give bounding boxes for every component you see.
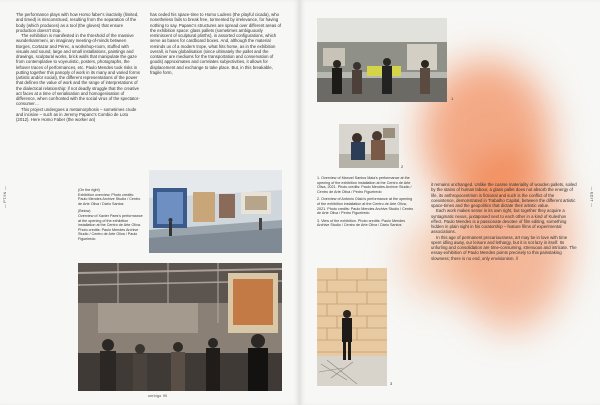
right-column-body — [431, 182, 577, 261]
folio: umbigo 90 — [148, 394, 168, 398]
paragraph: The performance plays with how Homo faber's inactivity (limited, and timed) is misconstrued, resulting from the separation of the body (which produces) as a tool (the gloves) that ensure production doesn't stop. — [16, 12, 139, 33]
caption-exhibition-overview — [78, 188, 144, 245]
paragraph: The exhibition is manifested in the threshold of the massive wunderkammeni, an imaginary meeting-of-minds between Borges, Cortazar and Pérec, a workshop-room, stuffed with visuals and sound, large and small installations, paintings and drawings, sculptural works, brick walls that manipulate the gaze from contemplative to voyeuristic, posters, photographs, the leftover traces of performances, etc. Paulo Mendes took risks in putting together this panoply of work in its many and varied forms (artistic and/or social), the different representations of the power that defines the value of work and the range of interpretations of the dialectical relationship: if not deadly struggle that the creative act faces at a time of serialisation and homogenisation of difference, when confronted with the social virus of the spectator-consumer… — [16, 33, 140, 107]
paragraph: In this age of permanent precariousness, art may be in love with time spent idling away, our leisure and lethargy, but it is not lazy in itself. Its unfurling and consolidation are time-consuming, strenuous and intricate. The essay-exhibition of Paulo Mendes points precisely to this painstaking slowness; there is no end, only envisionism. // — [431, 234, 577, 261]
photo-exhibition-overview — [149, 170, 282, 253]
caption-label: (Below) — [78, 209, 91, 214]
photo-2-olaio-performance — [339, 124, 399, 168]
caption-label: (On the right) — [78, 188, 100, 192]
right-page — [301, 0, 600, 405]
paragraph: has ceded his space-time to Homo Ludens (the playful cicada), who nonetheless fails to break free, tormented by irrelevance, for having nothing to say. Papanc's structures are spread over different areas of the exhibition space: glass pallets (sometimes ambiguously reminiscent of sculptural plinths), in assorted configurations, which serve as bases for cardboard boxes. And, although the material reminds us of a modern trope, what hits home, as in the exhibition overall, is how globalisation (since ultimately the pallet and the container are mediums for the transportation and conservation of goods) approximates and correlates subjectivities, it allows for displacement and exchange to take place. But, in this breakable, fragile form, — [150, 12, 282, 75]
caption-1: 1. Overview of Manuel Santos Maia's performance at the opening of the exhibition installation at the Centro de Arte Oliva, 2021. Photo credits: Paulo Mendes Archive Studio / Centro de Arte Oliva / Pedro Figueiredo — [317, 176, 412, 194]
paragraph: it remains unchanged. Unlike the coarse materiality of wooden pallets, soiled by the stains of human labour, a glass pallet does not absorb the energy of life, its anthropocentrism is fictional and such is the conflict of the coexistence, demonstrated in Trabalho Capital, between the different artistic space-times and the geopolitics that dictate their artistic value. — [431, 182, 577, 208]
photo-1-santos-maia-performance — [317, 18, 447, 102]
paragraph: This project undergoes a metamorphosis – sometimes crude and incisive – such as in Jeremy Papanc's Combio de Loto (2012). Here Homo Faber (the worker an) — [16, 106, 137, 122]
caption-3: 3. View of the exhibition. Photo credits: Paulo Mendes Archive Studio / Centro de Arte Oliva / Dário Santos — [317, 218, 406, 228]
photo-number-3: 3 — [390, 381, 393, 386]
caption-text: Overview of Xavier Paes's performance at the opening of the exhibition installation at the Centro de Arte Oliva. Photo credits: Paulo Mendes Archive Studio / Centro de Arte Oliva / Paulo Figueiredo — [78, 213, 143, 241]
photo-performance-overview — [78, 263, 282, 391]
photo-number-2: 2 — [401, 164, 404, 169]
right-side-label: — EDIT — — [589, 186, 594, 208]
left-page — [0, 0, 298, 405]
left-column-2 — [150, 12, 282, 75]
captions-right-page — [317, 176, 415, 231]
photo-3-exhibition-view — [317, 268, 387, 386]
left-side-label: — PT/IN — — [2, 186, 7, 208]
left-column-1 — [16, 12, 142, 122]
paragraph: Each work makes sense in its own right, but together they acquire a syntagmatic nexus, juxtaposed next to each other in a kind of Kuleshov effect. Paulo Mendes is a passionate devotee of film editing, something hidden in plain sight in his curatorship – feature films of experimental associations. — [431, 208, 567, 235]
photo-number-1: 1 — [451, 96, 454, 101]
caption-text: Exhibition overview. Photo credits: Paulo Mendes Archive Studio / Centro de Arte Oliva / Dário Santos — [78, 192, 141, 206]
caption-2: 2. Overview of António Olaio's performance at the opening of the exhibition installation at the Centro de Arte Oliva, 2021. Photo credits: Paulo Mendes Archive Studio / Centro de Arte Oliva / Pedro Figueiredo — [317, 197, 414, 216]
